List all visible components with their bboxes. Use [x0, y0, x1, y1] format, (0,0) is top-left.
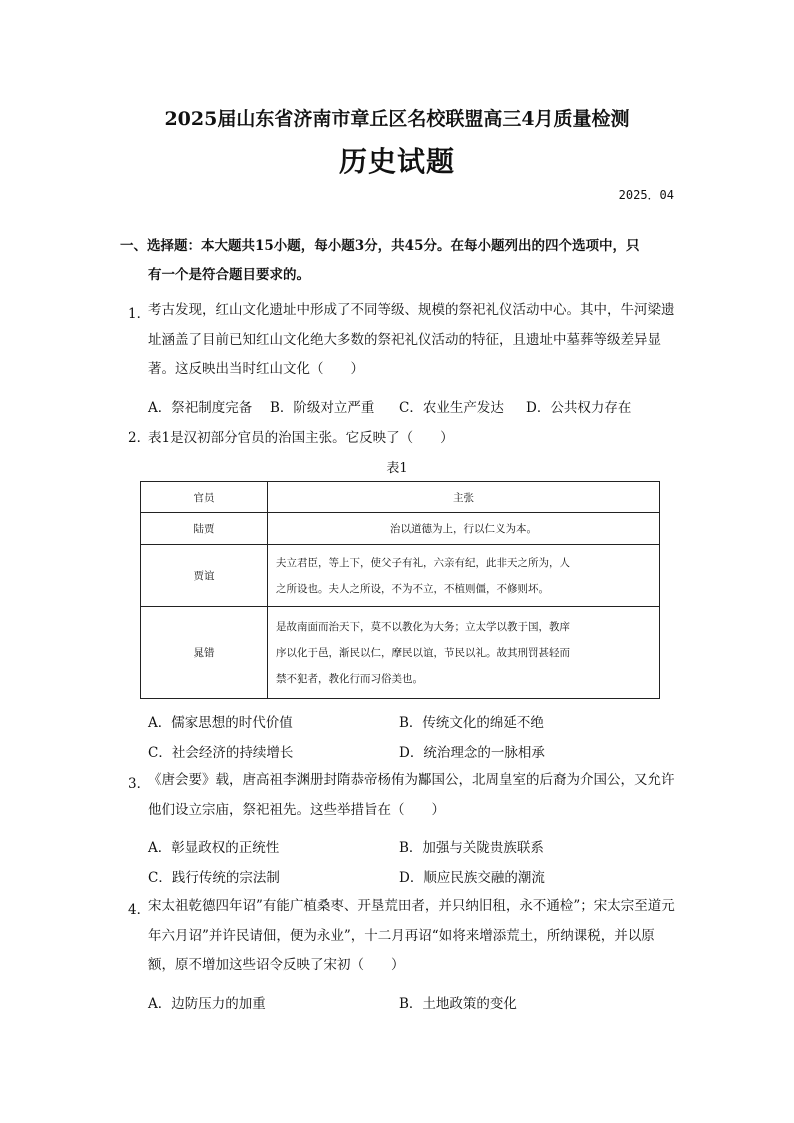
question-number: 4． [128, 902, 151, 918]
section-heading-line1: 一、选择题：本大题共15小题，每小题3分，共45分。在每小题列出的四个选项中，只 [120, 238, 640, 254]
policy-cell [268, 545, 660, 607]
table-row [141, 513, 660, 545]
official-name: 贾谊 [141, 545, 268, 607]
option-b: B．加强与关陇贵族联系 [399, 840, 544, 856]
option-a: A．儒家思想的时代价值 [148, 715, 293, 731]
official-name: 陆贾 [141, 513, 268, 545]
option-c: C．社会经济的持续增长 [148, 745, 294, 761]
question-stem: 考古发现，红山文化遗址中形成了不同等级、规模的祭祀礼仪活动中心。其中，牛河梁遗址涵盖了目前已知红山文化绝大多数的祭祀礼仪活动的特征，且遗址中墓葬等级差异显著。这反映出当时红山文化（ ） [148, 302, 675, 377]
option-a: A．边防压力的加重 [148, 996, 266, 1012]
option-c: C．农业生产发达 [399, 400, 504, 416]
question-number: 2． [128, 430, 151, 446]
policy-line: 治以道德为上，行以仁义为本。 [268, 513, 660, 545]
option-b: B．传统文化的绵延不绝 [399, 715, 544, 731]
policy-line: 夫立君臣，等上下，使父子有礼，六亲有纪，此非天之所为，人 [276, 556, 570, 569]
exam-date: 2025．04 [618, 188, 674, 202]
policy-cell [268, 607, 660, 699]
table-row [141, 607, 660, 699]
table-row [141, 545, 660, 607]
policy-line: 序以化于邑，渐民以仁，摩民以谊，节民以礼。故其刑罚甚轻而 [276, 646, 570, 659]
subject-title: 历史试题 [338, 145, 455, 178]
option-a: A．彰显政权的正统性 [148, 840, 280, 856]
option-d: D．统治理念的一脉相承 [399, 745, 545, 761]
policy-table [140, 481, 660, 699]
policy-line: 禁不犯者，教化行而习俗美也。 [276, 672, 423, 685]
section-heading-line2: 有一个是符合题目要求的。 [148, 267, 310, 283]
table-header-official: 官员 [141, 482, 268, 513]
question-stem: 表1是汉初部分官员的治国主张。它反映了（ ） [148, 430, 454, 446]
question-number: 3． [128, 776, 151, 792]
option-d: D．顺应民族交融的潮流 [399, 870, 545, 886]
option-a: A．祭祀制度完备 [148, 400, 253, 416]
option-b: B．阶级对立严重 [270, 400, 375, 416]
section-heading [120, 232, 680, 290]
question-stem: 宋太祖乾德四年诏”有能广植桑枣、开垦荒田者，并只纳旧租，永不通检”；宋太宗至道元年六月诏”并许民请佃，便为永业”，十二月再诏“如将来增添荒土，所纳课税，并以原额，原不增加这些诏令反映了宋初（ ） [148, 898, 675, 973]
table-header-row [141, 482, 660, 513]
option-c: C．践行传统的宗法制 [148, 870, 280, 886]
table-header-policy: 主张 [268, 482, 660, 513]
question-stem: 《唐会要》载，唐高祖李渊册封隋恭帝杨侑为酅国公，北周皇室的后裔为介国公，又允许他们设立宗庙，祭祀祖先。这些举措旨在（ ） [148, 772, 675, 818]
policy-line: 是故南面而治天下，莫不以教化为大务；立太学以教于国，教庠 [276, 620, 570, 633]
policy-line: 之所设也。夫人之所设，不为不立，不植则僵，不修则坏。 [276, 582, 549, 595]
option-d: D．公共权力存在 [526, 400, 632, 416]
official-name: 晁错 [141, 607, 268, 699]
option-b: B．土地政策的变化 [399, 996, 517, 1012]
question-number: 1． [128, 306, 151, 322]
table-caption: 表1 [386, 461, 408, 476]
exam-title: 2025届山东省济南市章丘区名校联盟高三4月质量检测 [164, 108, 630, 130]
